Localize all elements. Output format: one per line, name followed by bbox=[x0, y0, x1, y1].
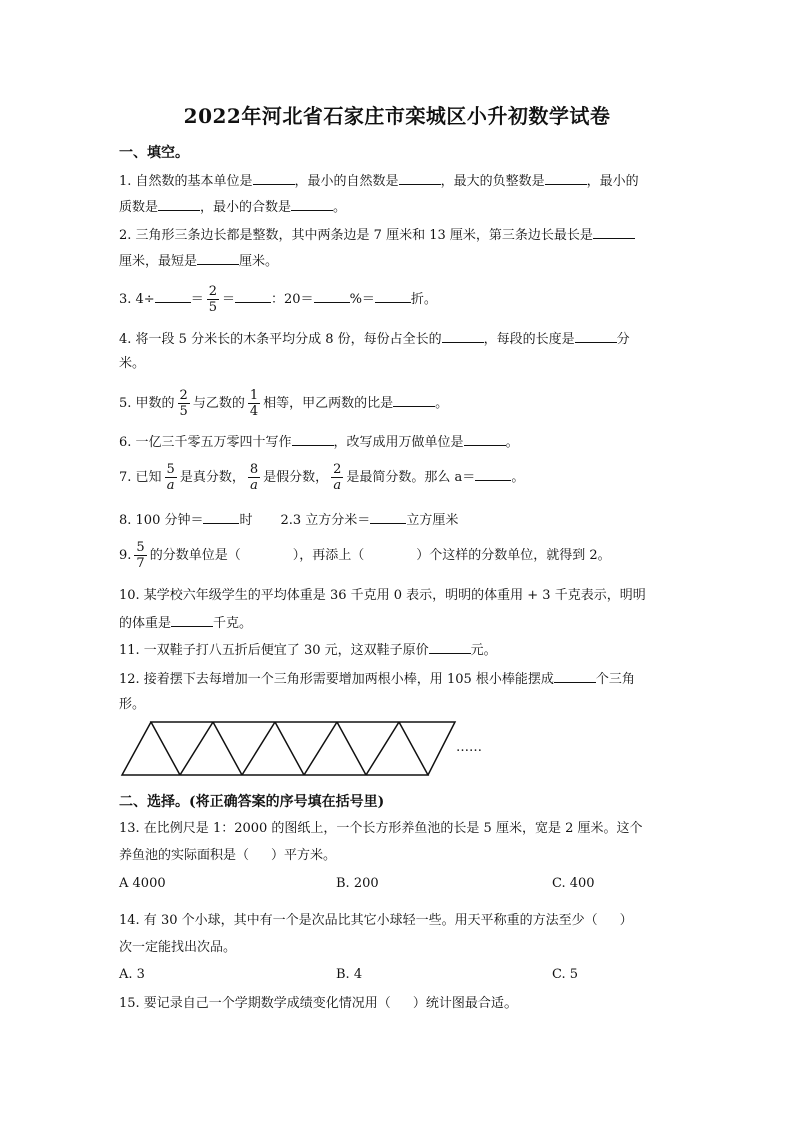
q1-text-a: 1. 自然数的基本单位是 bbox=[119, 174, 253, 189]
answer-blank[interactable] bbox=[370, 511, 406, 524]
answer-blank[interactable] bbox=[393, 394, 435, 407]
answer-blank[interactable] bbox=[554, 670, 596, 683]
fraction-denominator: a bbox=[333, 478, 342, 493]
q3-text-d: 折。 bbox=[410, 292, 437, 307]
question-14-line-2 bbox=[119, 940, 236, 956]
question-14-line-1 bbox=[119, 913, 633, 929]
q7-text-a: 7. 已知 bbox=[119, 470, 162, 485]
triangle-stick-row bbox=[122, 722, 455, 775]
answer-blank[interactable] bbox=[399, 172, 441, 185]
q1-text-c: ，最大的负整数是 bbox=[440, 174, 545, 189]
triangles-figure bbox=[118, 718, 468, 780]
answer-blank[interactable] bbox=[291, 198, 333, 211]
q3-equals: ＝ bbox=[222, 292, 236, 307]
q2-text-a: 2. 三角形三条边长都是整数，其中两条边是 7 厘米和 13 厘米，第三条边长最长是 bbox=[119, 228, 593, 243]
q8-text-c: 2.3 立方分米＝ bbox=[280, 513, 371, 528]
question-2-line-1 bbox=[119, 226, 635, 244]
question-10-line-2 bbox=[119, 614, 252, 632]
q10-text-c: 千克。 bbox=[213, 616, 253, 631]
q1-text-f: ，最小的合数是 bbox=[200, 200, 292, 215]
q2-text-b: 厘米，最短是 bbox=[119, 254, 198, 269]
answer-blank[interactable] bbox=[171, 614, 213, 627]
q1-text-d: ，最小的 bbox=[586, 174, 639, 189]
q13-option-c[interactable]: C. 400 bbox=[552, 876, 595, 891]
q7-text-c: 是假分数， bbox=[263, 470, 329, 485]
q5-text-a: 5. 甲数的 bbox=[119, 396, 175, 411]
question-15 bbox=[119, 994, 519, 1012]
q6-text-a: 6. 一亿三千零五万零四十写作 bbox=[119, 435, 292, 450]
fraction-numerator: 2 bbox=[333, 462, 342, 477]
q3-text-b: ：20＝ bbox=[271, 292, 314, 307]
answer-blank[interactable] bbox=[375, 290, 411, 303]
question-5 bbox=[119, 384, 448, 424]
question-12-line-2 bbox=[119, 697, 145, 713]
q13-text-c: ）平方米。 bbox=[271, 848, 337, 863]
question-1-line-1 bbox=[119, 172, 639, 190]
q11-text-b: 元。 bbox=[470, 643, 497, 658]
fraction-numerator: 5 bbox=[136, 540, 145, 555]
q9-text-a: 9. bbox=[119, 548, 132, 563]
section-fill-blank-heading: 一、填空。 bbox=[119, 145, 189, 161]
fraction-2-5 bbox=[207, 284, 219, 315]
answer-blank[interactable] bbox=[155, 290, 191, 303]
answer-blank[interactable] bbox=[314, 290, 350, 303]
q1-text-b: ，最小的自然数是 bbox=[294, 174, 399, 189]
q7-text-d: 是最简分数。那么 a＝ bbox=[346, 470, 476, 485]
q5-text-b: 与乙数的 bbox=[192, 396, 245, 411]
answer-blank[interactable] bbox=[575, 330, 617, 343]
q14-text-a: 14. 有 30 个小球，其中有一个是次品比其它小球轻一些。用天平称重的方法至少（ bbox=[119, 913, 598, 928]
answer-blank[interactable] bbox=[475, 468, 511, 481]
q13-option-a[interactable]: A 4000 bbox=[119, 876, 166, 891]
question-2-line-2 bbox=[119, 252, 278, 270]
fraction-numerator: 5 bbox=[166, 462, 175, 477]
fraction-1-4 bbox=[248, 388, 260, 419]
q3-text-c: %＝ bbox=[349, 292, 375, 307]
answer-blank[interactable] bbox=[253, 172, 295, 185]
q15-text-c: 。 bbox=[503, 993, 519, 1011]
question-1-line-2 bbox=[119, 198, 346, 216]
q3-text-a: 3. 4÷ bbox=[119, 292, 155, 307]
question-7 bbox=[119, 458, 524, 498]
answer-blank[interactable] bbox=[429, 641, 471, 654]
fraction-denominator: 5 bbox=[179, 404, 188, 419]
q6-text-b: ，改写成用万做单位是 bbox=[333, 435, 464, 450]
page-title: 2022年河北省石家庄市栾城区小升初数学试卷 bbox=[183, 104, 611, 128]
question-4-line-2 bbox=[119, 356, 145, 372]
q9-text-c: ），再添上（ bbox=[292, 548, 365, 563]
q9-text-b: 的分数单位是（ bbox=[149, 548, 241, 563]
answer-blank[interactable] bbox=[593, 226, 635, 239]
q13-option-b[interactable]: B. 200 bbox=[336, 876, 379, 891]
answer-blank[interactable] bbox=[197, 252, 239, 265]
q12-text-c: 形。 bbox=[119, 697, 146, 712]
question-11 bbox=[119, 641, 497, 659]
q9-text-e: ）个这样的分数单位，就得到 2。 bbox=[416, 548, 611, 563]
fraction-numerator: 1 bbox=[249, 388, 259, 403]
q3-equals: ＝ bbox=[190, 292, 204, 307]
q15-text-b: ）统计图最合适 bbox=[412, 996, 504, 1011]
fraction-numerator: 2 bbox=[208, 284, 217, 299]
section-choice-heading: 二、选择。(将正确答案的序号填在括号里) bbox=[119, 794, 385, 810]
fraction-denominator: 5 bbox=[208, 300, 217, 315]
fraction-numerator: 8 bbox=[249, 462, 259, 477]
q6-text-c: 。 bbox=[505, 435, 519, 450]
fraction-5-7 bbox=[134, 540, 146, 571]
question-10-line-1 bbox=[119, 588, 646, 604]
q10-text-b: 的体重是 bbox=[119, 616, 172, 631]
q4-text-c: 分 bbox=[616, 332, 630, 347]
fraction-2-5 bbox=[178, 388, 190, 419]
q8-text-d: 立方厘米 bbox=[406, 513, 459, 528]
q14-option-c[interactable]: C. 5 bbox=[552, 967, 579, 982]
q8-text-b: 时 bbox=[239, 513, 253, 528]
q10-text-a: 10. 某学校六年级学生的平均体重是 36 千克用 0 表示，明明的体重用 + 3 千克表示，明明 bbox=[119, 588, 646, 603]
q7-text-b: 是真分数， bbox=[179, 470, 245, 485]
answer-blank[interactable] bbox=[158, 198, 200, 211]
question-8 bbox=[119, 511, 458, 529]
fraction-denominator: a bbox=[250, 478, 258, 493]
q12-text-b: 个三角 bbox=[595, 672, 635, 687]
q7-text-e: 。 bbox=[511, 470, 525, 485]
fraction-denominator: 7 bbox=[136, 556, 145, 571]
answer-blank[interactable] bbox=[203, 511, 239, 524]
q14-text-c: 次一定能找出次品。 bbox=[119, 940, 237, 955]
fraction-5-a bbox=[165, 462, 177, 493]
answer-blank[interactable] bbox=[464, 433, 506, 446]
answer-blank[interactable] bbox=[235, 290, 271, 303]
question-12-line-1 bbox=[119, 670, 635, 688]
question-13-line-1 bbox=[119, 821, 643, 837]
q14-text-b: ） bbox=[619, 913, 633, 928]
fraction-8-a bbox=[248, 462, 260, 493]
q4-text-a: 4. 将一段 5 分米长的木条平均分成 8 份，每份占全长的 bbox=[119, 332, 442, 347]
q4-text-d: 米。 bbox=[119, 356, 146, 371]
q12-text-a: 12. 接着摆下去每增加一个三角形需要增加两根小棒，用 105 根小棒能摆成 bbox=[119, 672, 554, 687]
q8-text-a: 8. 100 分钟＝ bbox=[119, 513, 204, 528]
question-3 bbox=[119, 280, 437, 320]
fraction-denominator: 4 bbox=[249, 404, 259, 419]
q1-text-g: 。 bbox=[333, 200, 347, 215]
q5-text-d: 。 bbox=[435, 396, 449, 411]
q14-option-a[interactable]: A. 3 bbox=[119, 967, 145, 982]
q12-ellipsis: …… bbox=[456, 740, 482, 755]
q1-text-e: 质数是 bbox=[119, 200, 159, 215]
answer-blank[interactable] bbox=[292, 433, 334, 446]
q13-text-b: 养鱼池的实际面积是（ bbox=[119, 848, 250, 863]
fraction-numerator: 2 bbox=[179, 388, 188, 403]
question-13-line-2 bbox=[119, 848, 336, 864]
question-4-line-1 bbox=[119, 330, 630, 348]
q5-text-c: 相等，甲乙两数的比是 bbox=[263, 396, 394, 411]
q13-text-a: 13. 在比例尺是 1：2000 的图纸上，一个长方形养鱼池的长是 5 厘米，宽是 2 厘米。这个 bbox=[119, 821, 643, 836]
fraction-2-a bbox=[331, 462, 343, 493]
q14-option-b[interactable]: B. 4 bbox=[336, 967, 363, 982]
answer-blank[interactable] bbox=[442, 330, 484, 343]
answer-blank[interactable] bbox=[545, 172, 587, 185]
q4-text-b: ，每段的长度是 bbox=[483, 332, 575, 347]
q2-text-c: 厘米。 bbox=[239, 254, 279, 269]
q15-text-a: 15. 要记录自己一个学期数学成绩变化情况用（ bbox=[119, 996, 391, 1011]
fraction-denominator: a bbox=[166, 478, 175, 493]
question-6 bbox=[119, 433, 519, 451]
question-9 bbox=[119, 536, 611, 576]
q11-text-a: 11. 一双鞋子打八五折后便宜了 30 元，这双鞋子原价 bbox=[119, 643, 429, 658]
